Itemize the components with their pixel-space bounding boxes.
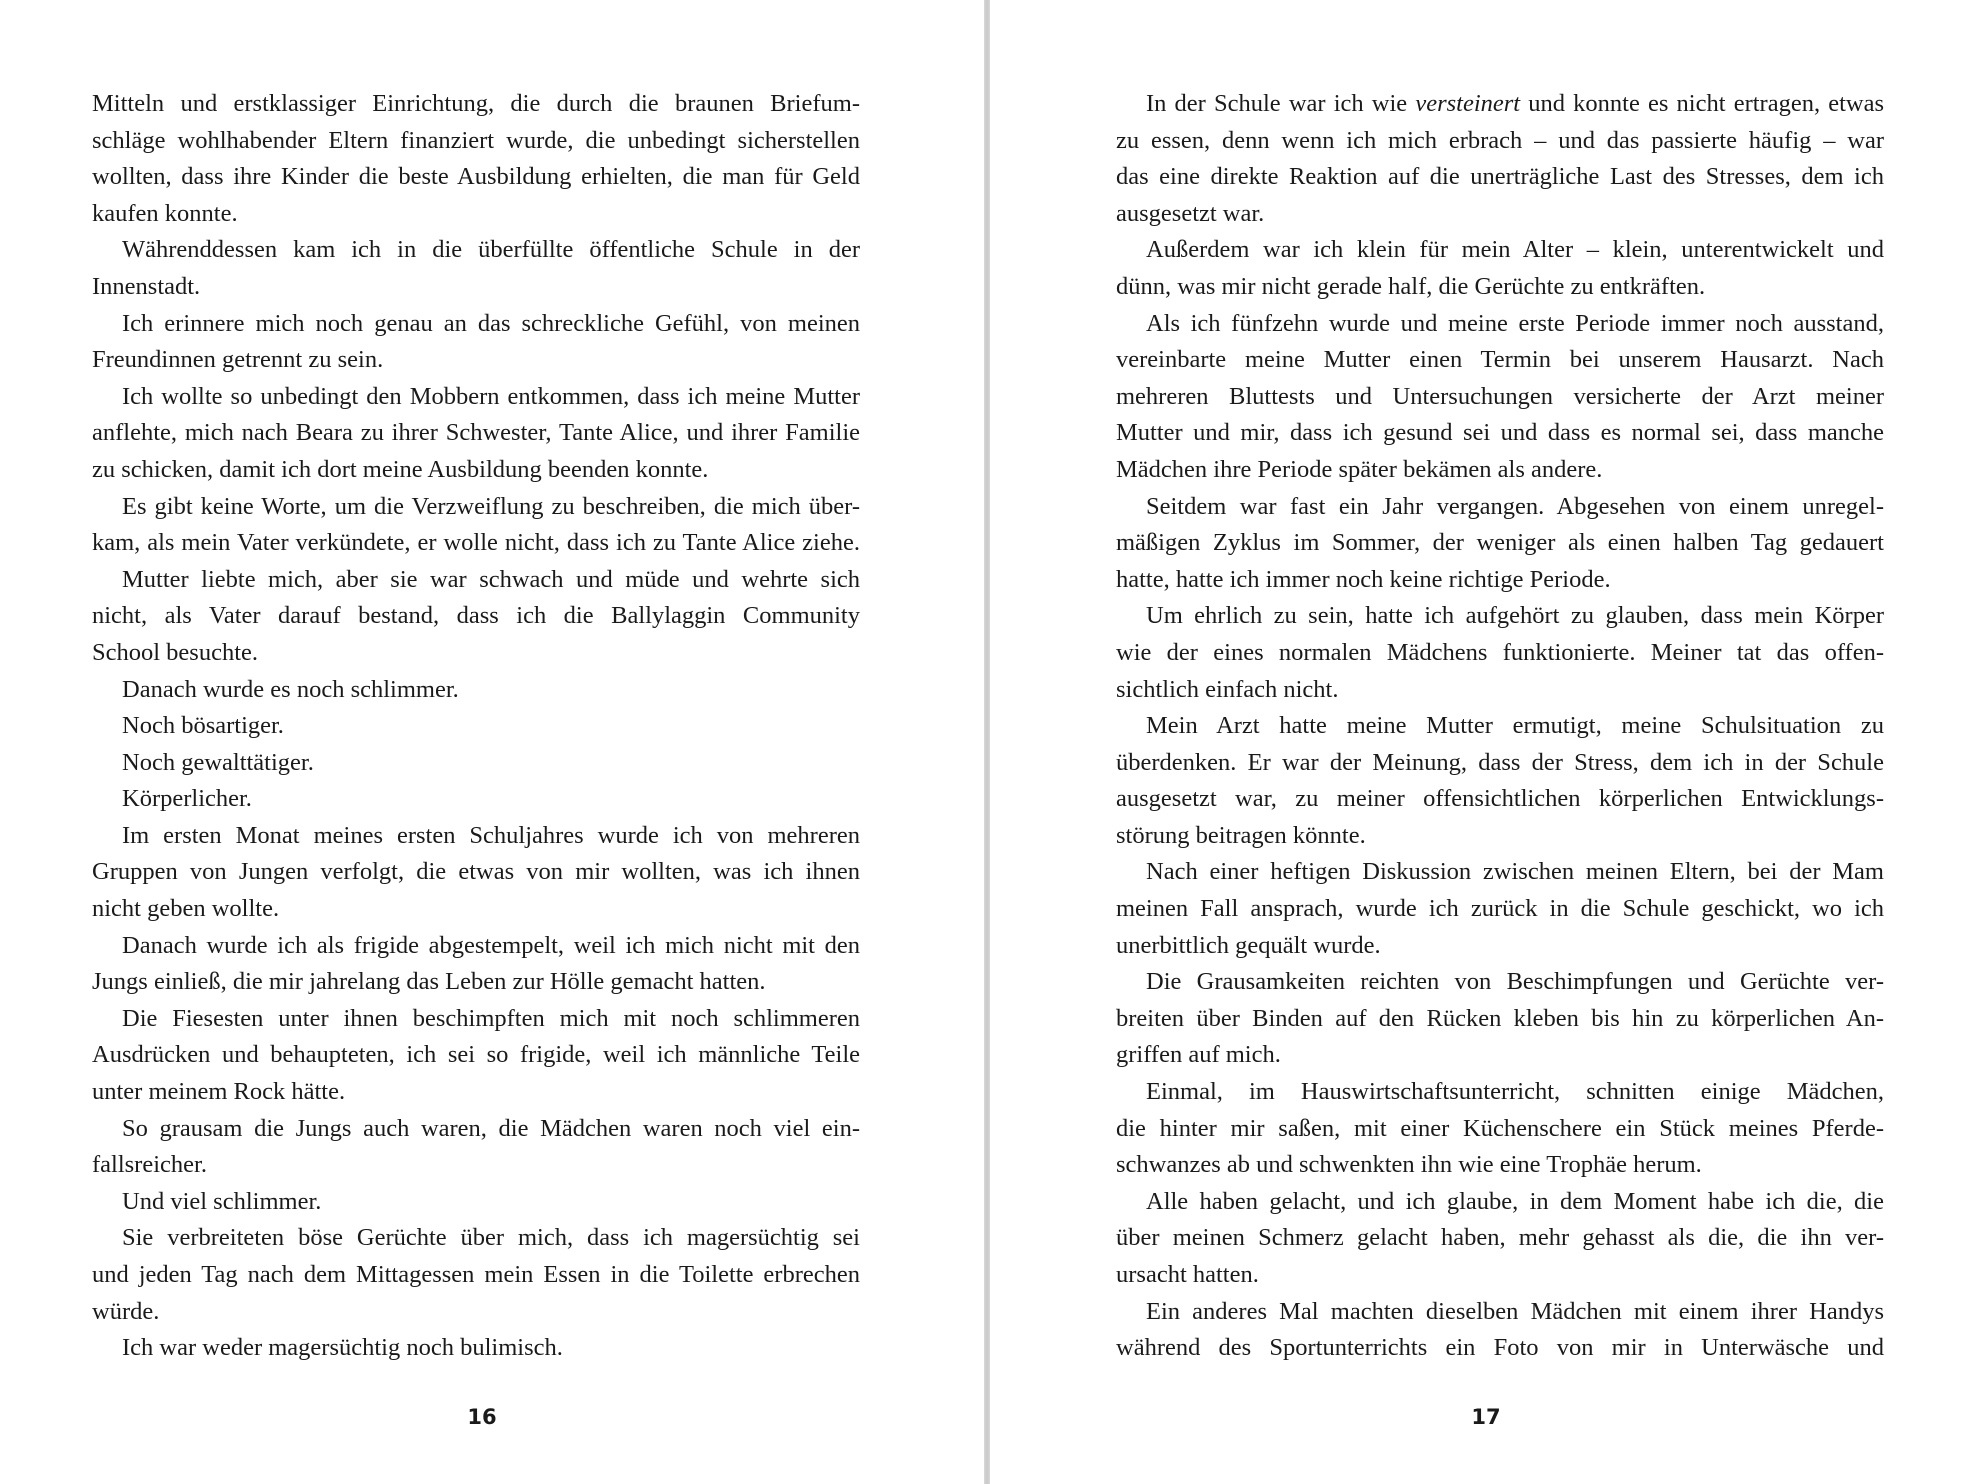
text-line: über meinen Schmerz gelacht haben, mehr gehasst als die, die ihn ver- [1116, 1224, 1884, 1252]
text-line: Mein Arzt hatte meine Mutter ermutigt, meine Schulsituation zu [1146, 712, 1884, 740]
text-line: würde. [92, 1297, 160, 1325]
text-line: Und viel schlimmer. [122, 1187, 322, 1215]
text-line: Alle haben gelacht, und ich glaube, in dem Moment habe ich die, die [1146, 1187, 1884, 1215]
text-line: unter meinem Rock hätte. [92, 1078, 346, 1106]
text-line: anflehte, mich nach Beara zu ihrer Schwester, Tante Alice, und ihrer Familie [92, 419, 860, 447]
text-line: wie der eines normalen Mädchens funktionierte. Meiner tat das offen- [1116, 638, 1884, 666]
text-line: Außerdem war ich klein für mein Alter – klein, unterentwickelt und [1146, 236, 1884, 264]
text-line: störung beitragen könnte. [1116, 821, 1366, 849]
text-line: Seitdem war fast ein Jahr vergangen. Abgesehen von einem unregel- [1146, 492, 1884, 520]
text-run: In der Schule war ich wie [1146, 90, 1416, 117]
text-line: Mädchen ihre Periode später bekämen als andere. [1116, 455, 1603, 483]
page-number-right: 17 [1471, 1405, 1501, 1429]
text-line: School besuchte. [92, 638, 259, 666]
text-run: und konnte es nicht ertragen, etwas [1520, 90, 1885, 117]
text-line: Währenddessen kam ich in die überfüllte öffentliche Schule in der [122, 236, 860, 264]
text-line: Nach einer heftigen Diskussion zwischen meinen Eltern, bei der Mam [1146, 858, 1884, 886]
text-line: Es gibt keine Worte, um die Verzweiflung zu beschreiben, die mich über- [122, 492, 860, 520]
text-line: schwanzes ab und schwenkten ihn wie eine Trophäe herum. [1116, 1151, 1702, 1179]
text-line: Ich erinnere mich noch genau an das schreckliche Gefühl, von meinen [122, 309, 860, 337]
text-line: zu essen, denn wenn ich mich erbrach – und das passierte häufig – war [1116, 126, 1884, 154]
text-line: kam, als mein Vater verkündete, er wolle nicht, dass ich zu Tante Alice ziehe. [92, 529, 860, 557]
text-line: mehreren Bluttests und Untersuchungen versicherte der Arzt meiner [1116, 382, 1884, 410]
text-line: breiten über Binden auf den Rücken kleben bis hin zu körperlichen An- [1116, 1004, 1884, 1032]
text-line: kaufen konnte. [92, 199, 238, 227]
text-line: Danach wurde es noch schlimmer. [122, 675, 459, 703]
text-line: überdenken. Er war der Meinung, dass der Stress, dem ich in der Schule [1116, 748, 1884, 776]
text-line: fallsreicher. [92, 1151, 207, 1179]
text-line: Die Grausamkeiten reichten von Beschimpfungen und Gerüchte ver- [1146, 968, 1884, 996]
text-line: wollten, dass ihre Kinder die beste Ausbildung erhielten, die man für Geld [92, 163, 860, 191]
text-line: Gruppen von Jungen verfolgt, die etwas von mir wollten, was ich ihnen [92, 858, 860, 886]
text-line: Noch gewalttätiger. [122, 748, 314, 776]
text-line: sichtlich einfach nicht. [1116, 675, 1339, 703]
text-line: Im ersten Monat meines ersten Schuljahres wurde ich von mehreren [122, 821, 860, 849]
text-line: Jungs einließ, die mir jahrelang das Leben zur Hölle gemacht hatten. [92, 968, 766, 996]
text-line: während des Sportunterrichts ein Foto von mir in Unterwäsche und [1116, 1334, 1884, 1362]
text-line: Innenstadt. [92, 272, 201, 300]
text-line: nicht, als Vater darauf bestand, dass ich die Ballylaggin Community [92, 602, 860, 630]
body-text-right [1116, 86, 1884, 1367]
text-line [1116, 86, 1884, 123]
text-line: ausgesetzt war, zu meiner offensichtlichen körperlichen Entwicklungs- [1116, 785, 1884, 813]
text-line: Ich war weder magersüchtig noch bulimisch. [122, 1334, 563, 1362]
text-line: Mutter und mir, dass ich gesund sei und dass es normal sei, dass manche [1116, 419, 1884, 447]
text-line: Körperlicher. [122, 785, 252, 813]
page-number-left: 16 [467, 1405, 497, 1429]
text-line: Die Fiesesten unter ihnen beschimpften mich mit noch schlimmeren [122, 1004, 860, 1032]
text-line: dünn, was mir nicht gerade half, die Gerüchte zu entkräften. [1116, 272, 1706, 300]
text-line: die hinter mir saßen, mit einer Küchenschere ein Stück meines Pferde- [1116, 1114, 1884, 1142]
text-line: und jeden Tag nach dem Mittagessen mein Essen in die Toilette erbrechen [92, 1261, 860, 1288]
text-line: ursacht hatten. [1116, 1261, 1259, 1288]
text-line: vereinbarte meine Mutter einen Termin bei unserem Hausarzt. Nach [1116, 346, 1884, 374]
text-line: mäßigen Zyklus im Sommer, der weniger als einen halben Tag gedauert [1116, 529, 1884, 557]
text-line: griffen auf mich. [1116, 1041, 1281, 1069]
text-line: Ein anderes Mal machten dieselben Mädchen mit einem ihrer Handys [1146, 1297, 1884, 1325]
body-text-left [92, 86, 860, 1367]
text-line: ausgesetzt war. [1116, 199, 1265, 227]
text-line: Danach wurde ich als frigide abgestempelt, weil ich mich nicht mit den [122, 931, 860, 959]
text-line: Noch bösartiger. [122, 712, 284, 740]
text-line: Ausdrücken und behaupteten, ich sei so frigide, weil ich männliche Teile [92, 1041, 860, 1069]
text-line: Mutter liebte mich, aber sie war schwach und müde und wehrte sich [122, 565, 860, 593]
text-line: unerbittlich gequält wurde. [1116, 931, 1381, 959]
text-line: So grausam die Jungs auch waren, die Mädchen waren noch viel ein- [122, 1114, 860, 1142]
text-line: Freundinnen getrennt zu sein. [92, 346, 384, 374]
page-right [990, 0, 1972, 1484]
text-line: schläge wohlhabender Eltern finanziert wurde, die unbedingt sicherstellen [92, 126, 860, 154]
text-line: meinen Fall ansprach, wurde ich zurück in die Schule geschickt, wo ich [1116, 895, 1884, 923]
emphasis-word: versteinert [1415, 90, 1521, 117]
text-line: Einmal, im Hauswirtschaftsunterricht, schnitten einige Mädchen, [1146, 1078, 1884, 1106]
text-line: Ich wollte so unbedingt den Mobbern entkommen, dass ich meine Mutter [122, 382, 860, 410]
text-line: Mitteln und erstklassiger Einrichtung, die durch die braunen Briefum- [92, 90, 860, 117]
text-line: Um ehrlich zu sein, hatte ich aufgehört zu glauben, dass mein Körper [1146, 602, 1884, 630]
text-line: das eine direkte Reaktion auf die unerträgliche Last des Stresses, dem ich [1116, 163, 1884, 191]
text-line: hatte, hatte ich immer noch keine richtige Periode. [1116, 565, 1611, 593]
text-line: Sie verbreiteten böse Gerüchte über mich, dass ich magersüchtig sei [122, 1224, 860, 1252]
page-left [0, 0, 984, 1484]
text-line: Als ich fünfzehn wurde und meine erste Periode immer noch ausstand, [1146, 309, 1884, 337]
text-line: zu schicken, damit ich dort meine Ausbildung beenden konnte. [92, 455, 709, 483]
text-line: nicht geben wollte. [92, 895, 280, 923]
